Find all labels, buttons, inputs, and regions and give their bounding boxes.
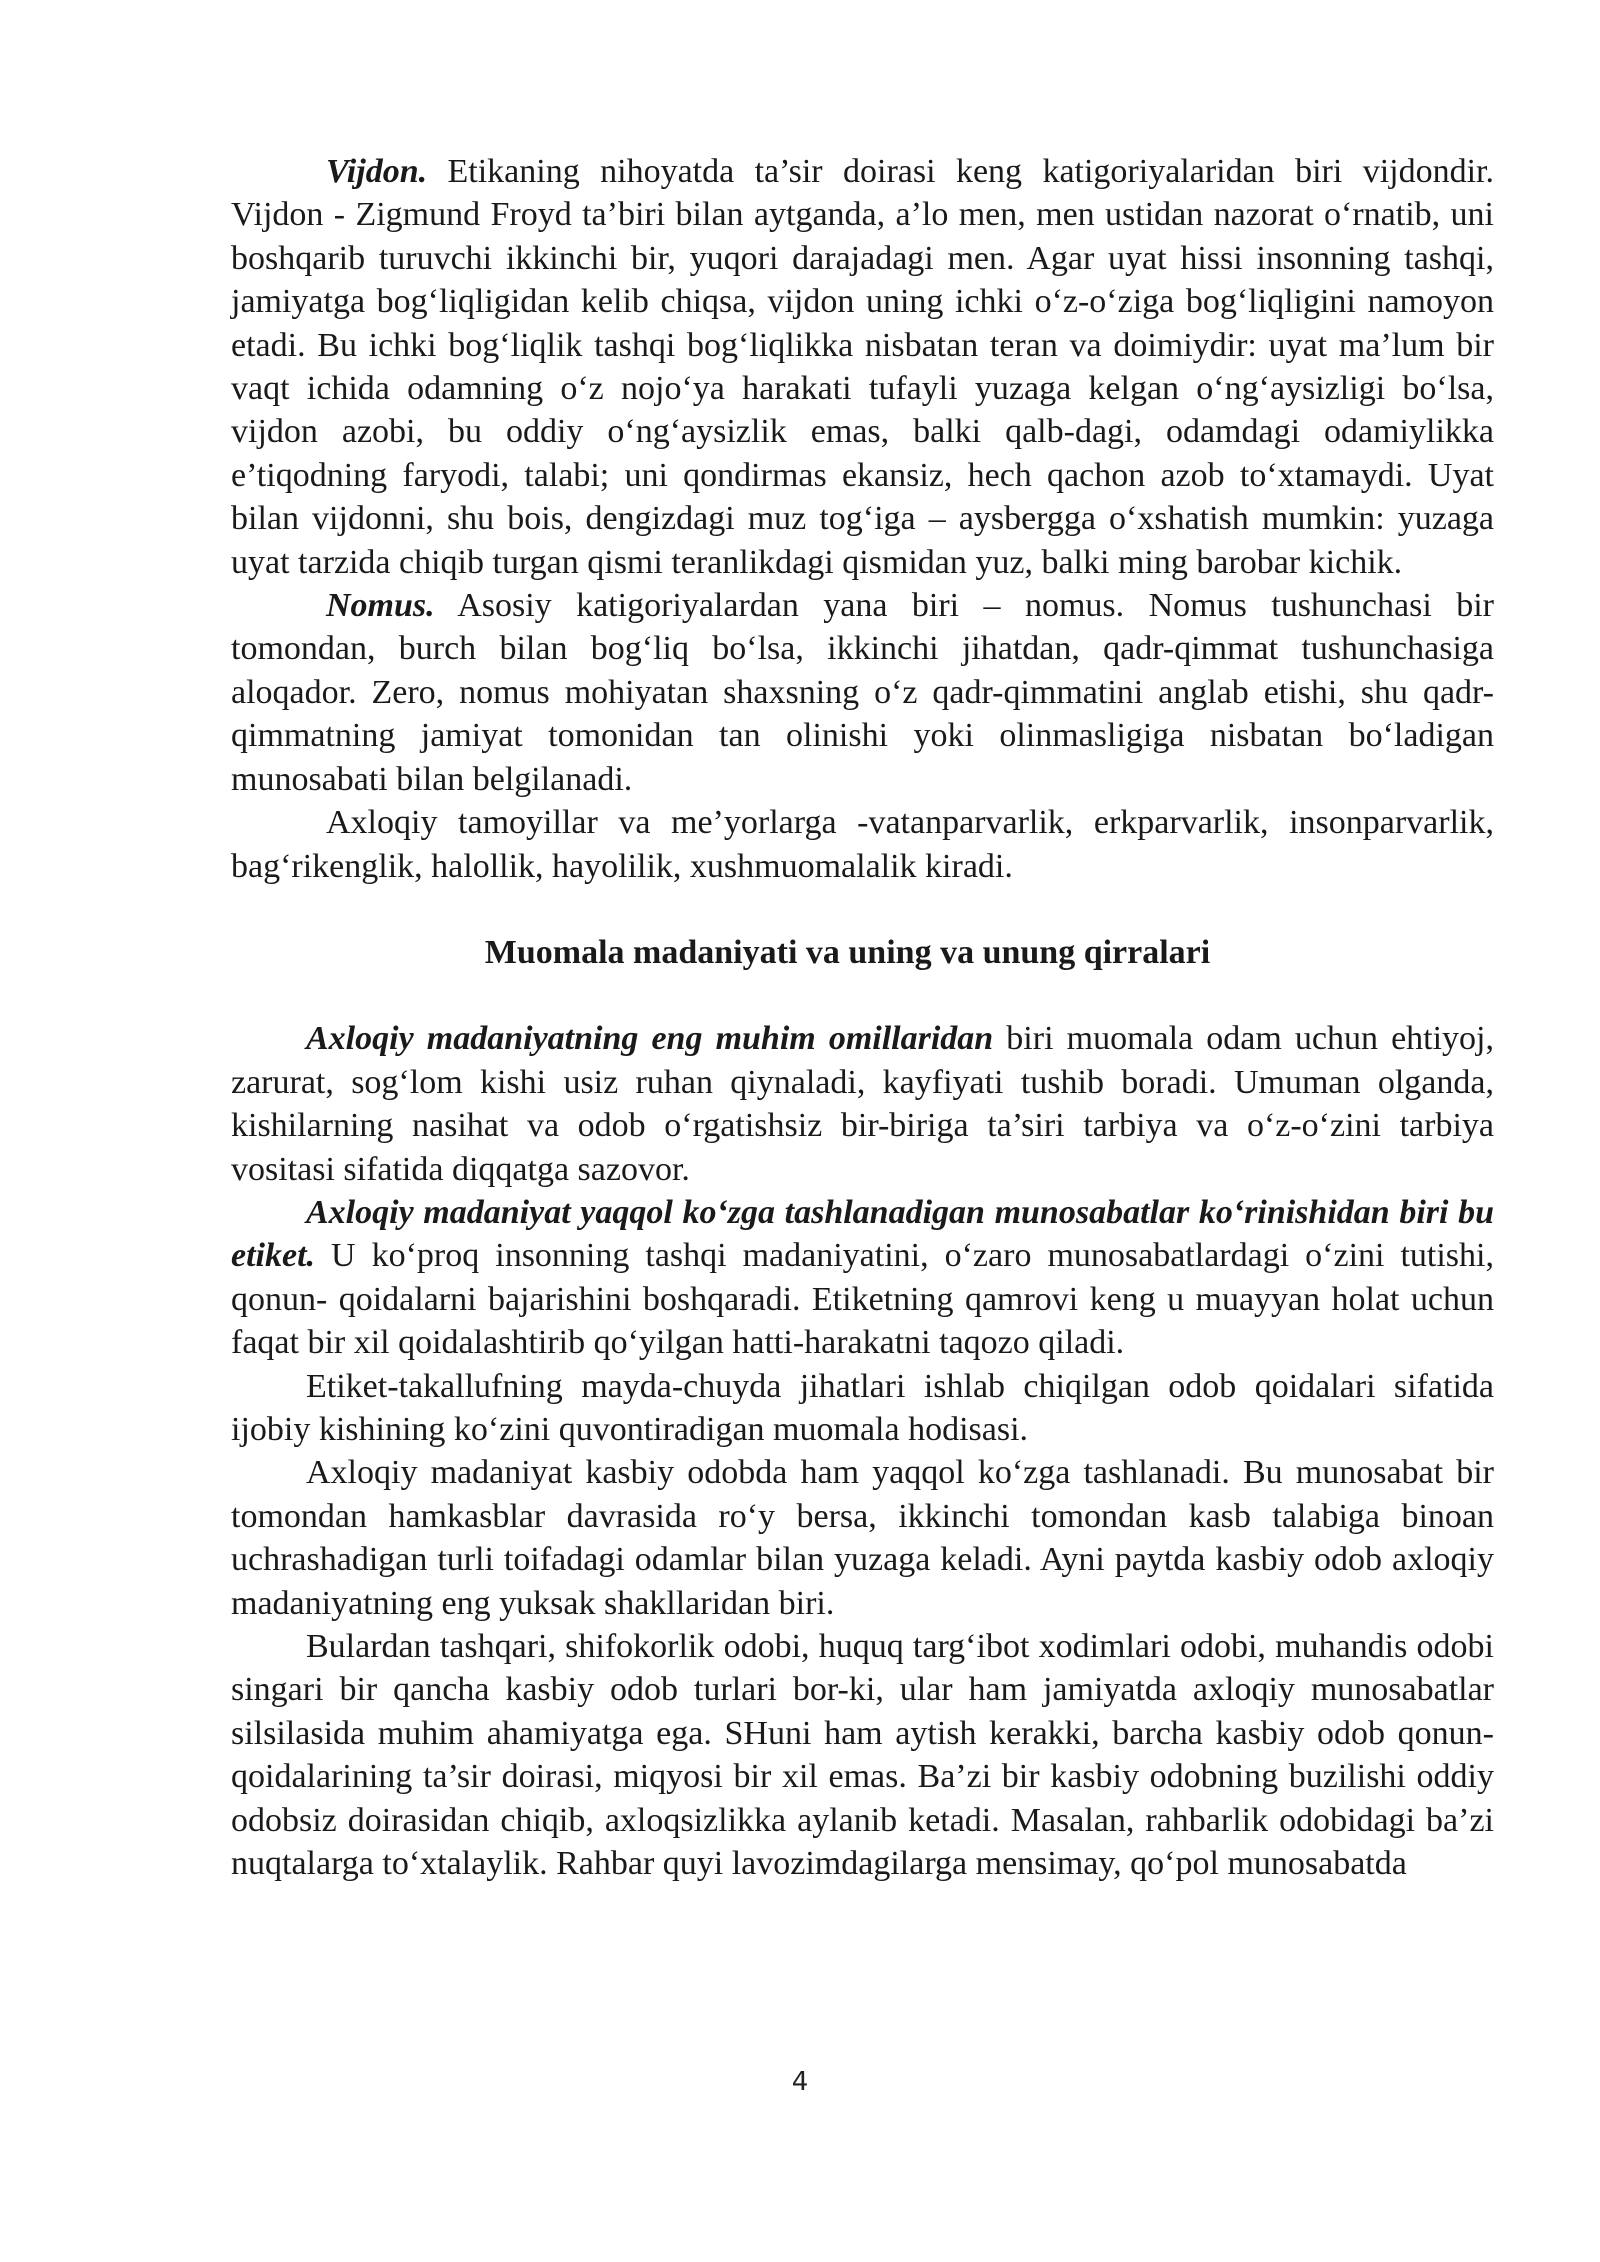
paragraph-text: biri muomala odam uchun ehtiyoj, zarurat, sog‘lom kishi usiz ruhan qiynaladi, kayfiyati tushib boradi. Umuman olganda, kishilarning nasihat va odob o‘rgatishsiz bir-biriga ta’siri tarbiya va o‘z-o‘zini tarbiya vositasi sifatida diqqatga sazovor. (231, 1020, 1494, 1188)
paragraph-text: Asosiy katigoriyalardan yana biri – nomus. Nomus tushunchasi bir tomondan, burch bilan bog‘liq bo‘lsa, ikkinchi jihatdan, qadr-qimmat tushunchasiga aloqador. Zero, nomus mohiyatan shaxsning o‘z qadr-qimmatini anglab etishi, shu qadr-qimmatning jamiyat tomonidan tan olinishi yoki olinmasligiga nisbatan bo‘ladigan munosabati bilan belgilanadi. (231, 587, 1494, 798)
paragraph-text: Etikaning nihoyatda ta’sir doirasi keng katigoriyalaridan biri vijdondir. Vijdon - Zigmund Froyd ta’biri bilan aytganda, a’lo men, men ustidan nazorat o‘rnatib, uni boshqarib turuvchi ikkinchi bir, yuqori darajadagi men. Agar uyat hissi insonning tashqi, jamiyatga bog‘liqligidan kelib chiqsa, vijdon uning ichki o‘z-o‘ziga bog‘liqligini namoyon etadi. Bu ichki bog‘liqlik tashqi bog‘liqlikka nisbatan teran va doimiydir: uyat ma’lum bir vaqt ichida odamning o‘z nojo‘ya harakati tufayli yuzaga kelgan o‘ng‘aysizligi bo‘lsa, vijdon azobi, bu oddiy o‘ng‘aysizlik emas, balki qalb-dagi, odamdagi odamiylikka e’tiqodning faryodi, talabi; uni qondirmas ekansiz, hech qachon azob to‘xtamaydi. Uyat bilan vijdonni, shu bois, dengizdagi muz tog‘iga – aysbergga o‘xshatish mumkin: yuzaga uyat tarzida chiqib turgan qismi teranlikdagi qismidan yuz, balki ming barobar kichik. (231, 153, 1494, 581)
paragraph-etiket-takalluf (231, 1365, 1494, 1452)
term-axloqiy-madaniyat-omillari: Axloqiy madaniyatning eng muhim omillaridan (306, 1020, 994, 1058)
paragraph-etiket (231, 1191, 1494, 1365)
paragraph-muomala (231, 1017, 1494, 1191)
paragraph-nomus (231, 584, 1494, 801)
term-vijdon: Vijdon. (326, 153, 428, 190)
paragraph-text: Axloqiy madaniyat kasbiy odobda ham yaqqol ko‘zga tashlanadi. Bu munosabat bir tomondan hamkasblar davrasida ro‘y bersa, ikkinchi tomondan kasb talabiga binoan uchrashadigan turli toifadagi odamlar bilan yuzaga keladi. Ayni paytda kasbiy odob axloqiy madaniyatning eng yuksak shakllaridan biri. (231, 1454, 1494, 1622)
paragraph-vijdon (231, 150, 1494, 584)
paragraph-text: Etiket-takallufning mayda-chuyda jihatlari ishlab chiqilgan odob qoidalari sifatida ijobiy kishining ko‘zini quvontiradigan muomala hodisasi. (231, 1367, 1494, 1448)
term-nomus: Nomus. (326, 587, 435, 625)
paragraph-text: Bulardan tashqari, shifokorlik odobi, huquq targ‘ibot xodimlari odobi, muhandis odobi singari bir qancha kasbiy odob turlari bor-ki, ular ham jamiyatda axloqiy munosabatlar silsilasida muhim ahamiyatga ega. SHuni ham aytish kerakki, barcha kasbiy odob qonun-qoidalarining ta’sir doirasi, miqyosi bir xil emas. Ba’zi bir kasbiy odobning buzilishi oddiy odobsiz doirasidan chiqib, axloqsizlikka aylanib ketadi. Masalan, rahbarlik odobidagi ba’zi nuqtalarga to‘xtalaylik. Rahbar quyi lavozimdagilarga mensimay, qo‘pol munosabatda (231, 1628, 1494, 1883)
paragraph-kasbiy-odob (231, 1451, 1494, 1625)
document-page (231, 150, 1494, 1885)
term-etiket: Axloqiy madaniyat yaqqol ko‘zga tashlanadigan munosabatlar ko‘rinishidan biri bu etiket. (231, 1193, 1494, 1275)
paragraph-text: Axloqiy tamoyillar va me’yorlarga -vatanparvarlik, erkparvarlik, insonparvarlik, bag‘rikenglik, halollik, hayolilik, xushmuomalalik kiradi. (231, 804, 1494, 885)
page-number: 4 (791, 2067, 809, 2097)
paragraph-bulardan-tashqari (231, 1625, 1494, 1885)
section-heading: Muomala madaniyati va uning va unung qirralari (484, 933, 1211, 971)
paragraph-text: U ko‘proq insonning tashqi madaniyatini, o‘zaro munosabatlardagi o‘zini tutishi, qonun- qoidalarni bajarishini boshqaradi. Etiketning qamrovi keng u muayyan holat uchun faqat bir xil qoidalashtirib qo‘yilgan hatti-harakatni taqozo qiladi. (231, 1237, 1494, 1362)
paragraph-axloqiy-tamoyillar (231, 801, 1494, 888)
